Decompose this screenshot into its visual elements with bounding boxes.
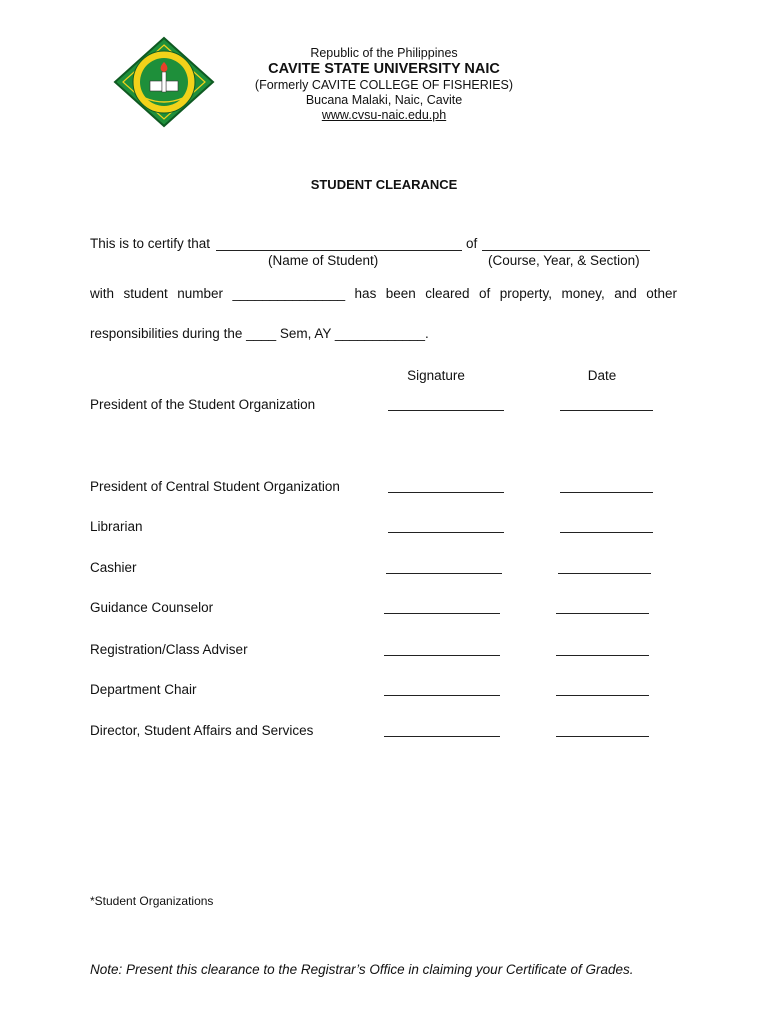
- signatory-label: President of Central Student Organization: [90, 479, 340, 494]
- date-blank[interactable]: [556, 655, 649, 656]
- date-blank[interactable]: [556, 736, 649, 737]
- date-blank[interactable]: [560, 410, 653, 411]
- certify-lead-text: This is to certify that: [90, 236, 211, 251]
- signatory-label: President of the Student Organization: [90, 397, 316, 412]
- signatory-label: Director, Student Affairs and Services: [90, 723, 314, 738]
- date-blank[interactable]: [560, 492, 653, 493]
- signature-blank[interactable]: [384, 613, 500, 614]
- signature-blank[interactable]: [384, 695, 500, 696]
- signature-blank[interactable]: [388, 410, 504, 411]
- signatory-label: Department Chair: [90, 682, 197, 697]
- signatory-label: Registration/Class Adviser: [90, 642, 248, 657]
- signature-blank[interactable]: [384, 655, 500, 656]
- signatory-label: Cashier: [90, 560, 137, 575]
- of-text: of: [466, 236, 478, 251]
- website-link[interactable]: www.cvsu-naic.edu.ph: [321, 108, 447, 122]
- signature-column-header: Signature: [407, 368, 465, 383]
- country-line: Republic of the Philippines: [310, 46, 458, 60]
- address-line: Bucana Malaki, Naic, Cavite: [305, 93, 463, 107]
- signature-blank[interactable]: [384, 736, 500, 737]
- date-blank[interactable]: [556, 613, 649, 614]
- footnote-student-organizations: *Student Organizations: [90, 894, 214, 908]
- signatory-label: Guidance Counselor: [90, 600, 214, 615]
- date-blank[interactable]: [556, 695, 649, 696]
- student-name-blank[interactable]: [216, 250, 462, 251]
- date-blank[interactable]: [560, 532, 653, 533]
- university-name: CAVITE STATE UNIVERSITY NAIC: [268, 61, 500, 77]
- signature-blank[interactable]: [388, 532, 504, 533]
- registrar-note: Note: Present this clearance to the Registrar’s Office in claiming your Certificate of Grades.: [90, 962, 634, 977]
- date-blank[interactable]: [558, 573, 651, 574]
- signatory-label: Librarian: [90, 519, 143, 534]
- signature-blank[interactable]: [388, 492, 504, 493]
- responsibilities-line: responsibilities during the ____ Sem, AY ____________.: [90, 326, 429, 341]
- document-title: STUDENT CLEARANCE: [310, 177, 458, 192]
- student-number-line: with student number _______________ has been cleared of property, money, and other: [90, 286, 677, 301]
- name-of-student-caption: (Name of Student): [268, 253, 379, 268]
- course-year-section-caption: (Course, Year, & Section): [488, 253, 640, 268]
- signature-blank[interactable]: [386, 573, 502, 574]
- date-column-header: Date: [587, 368, 617, 383]
- course-section-blank[interactable]: [482, 250, 650, 251]
- formerly-line: (Formerly CAVITE COLLEGE OF FISHERIES): [254, 78, 514, 92]
- university-seal-logo: [113, 36, 215, 128]
